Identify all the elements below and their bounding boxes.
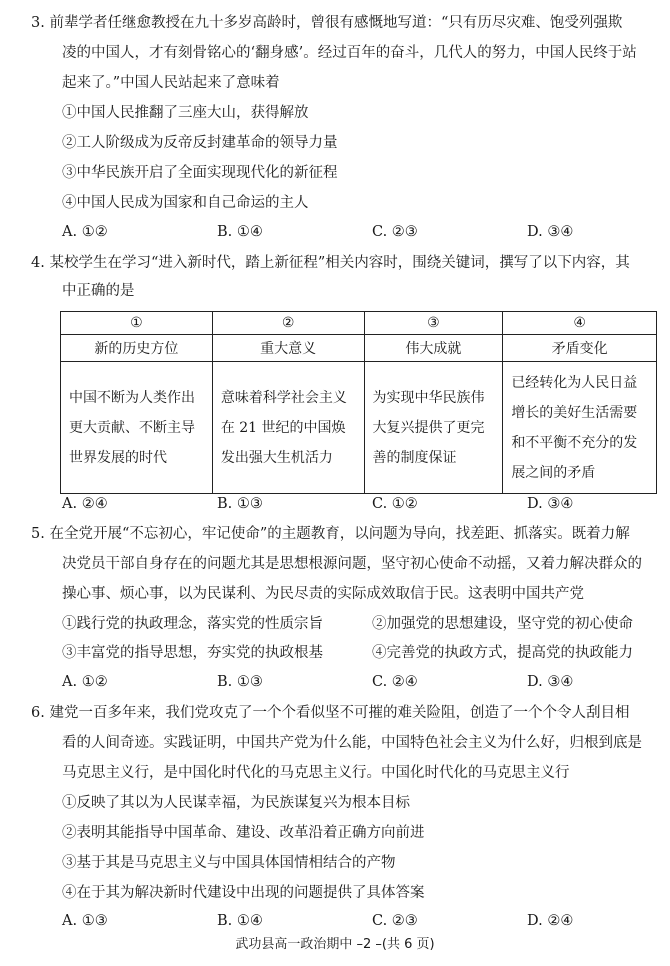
q6-stem-line-2: 看的人间奇迹。实践证明，中国共产党为什么能，中国特色社会主义为什么好，归根到底是 [62, 735, 642, 751]
q4-table-cell-4 [503, 362, 657, 494]
q3-option-2: ②工人阶级成为反帝反封建革命的领导力量 [62, 135, 338, 151]
q5-choice-b[interactable]: B. ①③ [217, 674, 263, 690]
q4-table-header-3: 伟大成就 [364, 335, 503, 362]
q4-table-cell-1 [61, 362, 213, 494]
q6-stem-line-3: 马克思主义行，是中国化时代化的马克思主义行。中国化时代化的马克思主义行 [62, 765, 570, 781]
page-footer: 武功县高一政治期中 –2 –(共 6 页) [235, 937, 435, 952]
q4-stem-line-2: 中正确的是 [62, 283, 135, 299]
q4-table-header-2: 重大意义 [212, 335, 364, 362]
q6-choice-b[interactable]: B. ①④ [217, 913, 263, 929]
q4-table-number-2: ② [212, 312, 364, 335]
q5-option-2: ②加强党的思想建设，坚守党的初心使命 [372, 616, 633, 632]
q5-stem-line-3: 操心事、烦心事，以为民谋利、为民尽责的实际成效取信于民。这表明中国共产党 [62, 586, 584, 602]
q6-option-2: ②表明其能指导中国革命、建设、改革沿着正确方向前进 [62, 825, 425, 841]
q3-choice-d[interactable]: D. ③④ [527, 224, 574, 240]
q6-stem-line-1: 6. 建党一百多年来，我们党攻克了一个个看似坚不可摧的难关险阻，创造了一个个令人刮目相 [31, 705, 630, 721]
q3-choice-c[interactable]: C. ②③ [372, 224, 418, 240]
q6-choice-c[interactable]: C. ②③ [372, 913, 418, 929]
q4-table-number-1: ① [61, 312, 213, 335]
q6-choice-a[interactable]: A. ①③ [62, 913, 108, 929]
q4-table-cell-2 [212, 362, 364, 494]
q6-option-3: ③基于其是马克思主义与中国具体国情相结合的产物 [62, 855, 396, 871]
q3-option-1: ①中国人民推翻了三座大山，获得解放 [62, 105, 309, 121]
q4-choice-b[interactable]: B. ①③ [217, 496, 263, 512]
q4-table-header-4: 矛盾变化 [503, 335, 657, 362]
q5-choice-a[interactable]: A. ①② [62, 674, 108, 690]
q5-choice-d[interactable]: D. ③④ [527, 674, 574, 690]
q4-table [60, 311, 657, 494]
q3-stem-line-3: 起来了。”中国人民站起来了意味着 [62, 75, 280, 91]
q4-table-cell-3 [364, 362, 503, 494]
q4-choice-d[interactable]: D. ③④ [527, 496, 574, 512]
q3-stem-line-1: 3. 前辈学者任继愈教授在九十多岁高龄时，曾很有感慨地写道：“只有历尽灾难、饱受列强欺 [31, 15, 623, 31]
q5-stem-line-2: 决党员干部自身存在的问题尤其是思想根源问题，坚守初心使命不动摇，又着力解决群众的 [62, 556, 642, 572]
q4-stem-line-1: 4. 某校学生在学习“进入新时代，踏上新征程”相关内容时，围绕关键词，撰写了以下内容，其 [31, 255, 630, 271]
q4-table-cell-2-text: 意味着科学社会主义在 21 世纪的中国焕发出强大生机活力 [220, 389, 347, 466]
q5-choice-c[interactable]: C. ②④ [372, 674, 418, 690]
q3-choice-a[interactable]: A. ①② [62, 224, 108, 240]
q5-stem-line-1: 5. 在全党开展“不忘初心，牢记使命”的主题教育，以问题为导向，找差距、抓落实。既着力解 [31, 526, 630, 542]
q4-table-cell-3-text: 为实现中华民族伟大复兴提供了更完善的制度保证 [372, 389, 485, 466]
q4-table-number-3: ③ [364, 312, 503, 335]
q4-choice-c[interactable]: C. ①② [372, 496, 418, 512]
q4-table-number-4: ④ [503, 312, 657, 335]
q4-table-cell-1-text: 中国不断为人类作出更大贡献、不断主导世界发展的时代 [69, 389, 195, 466]
q4-table-header-1: 新的历史方位 [61, 335, 213, 362]
q6-option-1: ①反映了其以为人民谋幸福，为民族谋复兴为根本目标 [62, 795, 410, 811]
q4-table-cell-4-text: 已经转化为人民日益增长的美好生活需要和不平衡不充分的发展之间的矛盾 [511, 374, 638, 481]
q4-choice-a[interactable]: A. ②④ [62, 496, 108, 512]
q6-choice-d[interactable]: D. ②④ [527, 913, 574, 929]
q3-option-3: ③中华民族开启了全面实现现代化的新征程 [62, 165, 338, 181]
q3-choice-b[interactable]: B. ①④ [217, 224, 263, 240]
q5-option-4: ④完善党的执政方式，提高党的执政能力 [372, 645, 633, 661]
q5-option-1: ①践行党的执政理念，落实党的性质宗旨 [62, 616, 323, 632]
q3-stem-line-2: 凌的中国人，才有刻骨铭心的‘翻身感’。经过百年的奋斗，几代人的努力，中国人民终于站 [62, 45, 637, 61]
q5-option-3: ③丰富党的指导思想，夯实党的执政根基 [62, 645, 323, 661]
q6-option-4: ④在于其为解决新时代建设中出现的问题提供了具体答案 [62, 885, 425, 901]
q3-option-4: ④中国人民成为国家和自己命运的主人 [62, 195, 309, 211]
